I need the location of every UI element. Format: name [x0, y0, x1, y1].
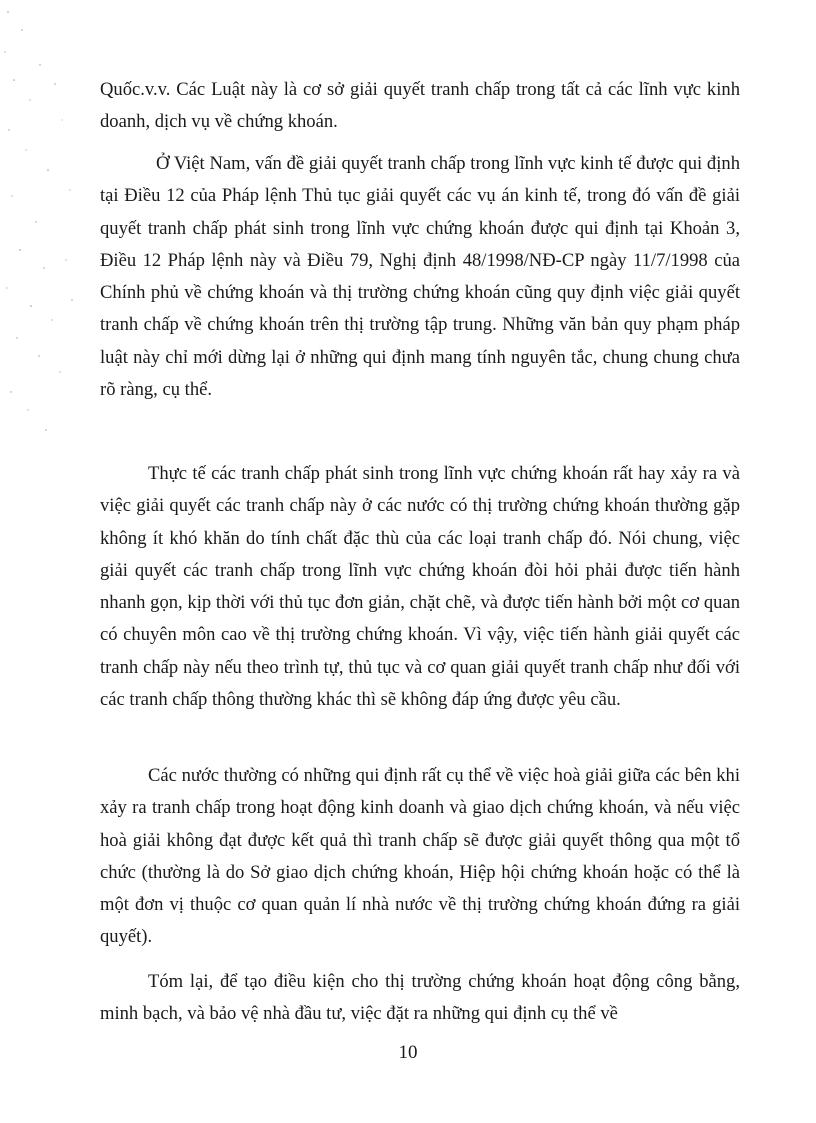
paragraph-1: Quốc.v.v. Các Luật này là cơ sở giải quyết tranh chấp trong tất cả các lĩnh vực kinh doanh, dịch vụ về chứng khoán.: [100, 79, 740, 133]
paragraph-3: Thực tế các tranh chấp phát sinh trong lĩnh vực chứng khoán rất hay xảy ra và việc giải quyết các tranh chấp này ở các nước có thị trường chứng khoán thường gặp không ít khó khăn do tính chất đặc thù của các loại tranh chấp đó. Nói chung, việc giải quyết các tranh chấp trong lĩnh vực chứng khoán đòi hỏi phải được tiến hành nhanh gọn, kịp thời với thủ tục đơn giản, chặt chẽ, và được tiến hành bởi một cơ quan có chuyên môn cao về thị trường chứng khoán. Vì vậy, việc tiến hành giải quyết các tranh chấp này nếu theo trình tự, thủ tục và cơ quan giải quyết tranh chấp như đối với các tranh chấp thông thường khác thì sẽ không đáp ứng được yêu cầu.: [100, 463, 740, 711]
paragraph-2: Ở Việt Nam, vấn đề giải quyết tranh chấp trong lĩnh vực kinh tế được qui định tại Điều 12 của Pháp lệnh Thủ tục giải quyết các vụ án kinh tế, trong đó vấn đề giải quyết tranh chấp phát sinh trong lĩnh vực chứng khoán được qui định tại Khoản 3, Điều 12 Pháp lệnh này và Điều 79, Nghị định 48/1998/NĐ-CP ngày 11/7/1998 của Chính phủ về chứng khoán và thị trường chứng khoán cũng quy định việc giải quyết tranh chấp về chứng khoán trên thị trường tập trung. Những văn bản quy phạm pháp luật này chỉ mới dừng lại ở những qui định mang tính nguyên tắc, chung chung chưa rõ ràng, cụ thể.: [100, 153, 740, 401]
paragraph-4: Các nước thường có những qui định rất cụ thể về việc hoà giải giữa các bên khi xảy ra tranh chấp trong hoạt động kinh doanh và giao dịch chứng khoán, và nếu việc hoà giải không đạt được kết quả thì tranh chấp sẽ được giải quyết thông qua một tổ chức (thường là do Sở giao dịch chứng khoán, Hiệp hội chứng khoán hoặc có thể là một đơn vị thuộc cơ quan quản lí nhà nước về thị trường chứng khoán đứng ra giải quyết).: [100, 765, 740, 948]
page-number: 10: [398, 1042, 418, 1063]
paragraph-5: Tóm lại, để tạo điều kiện cho thị trường chứng khoán hoạt động công bằng, minh bạch, và bảo vệ nhà đầu tư, việc đặt ra những qui định cụ thể về: [100, 971, 740, 1025]
scan-noise: [0, 0, 95, 500]
